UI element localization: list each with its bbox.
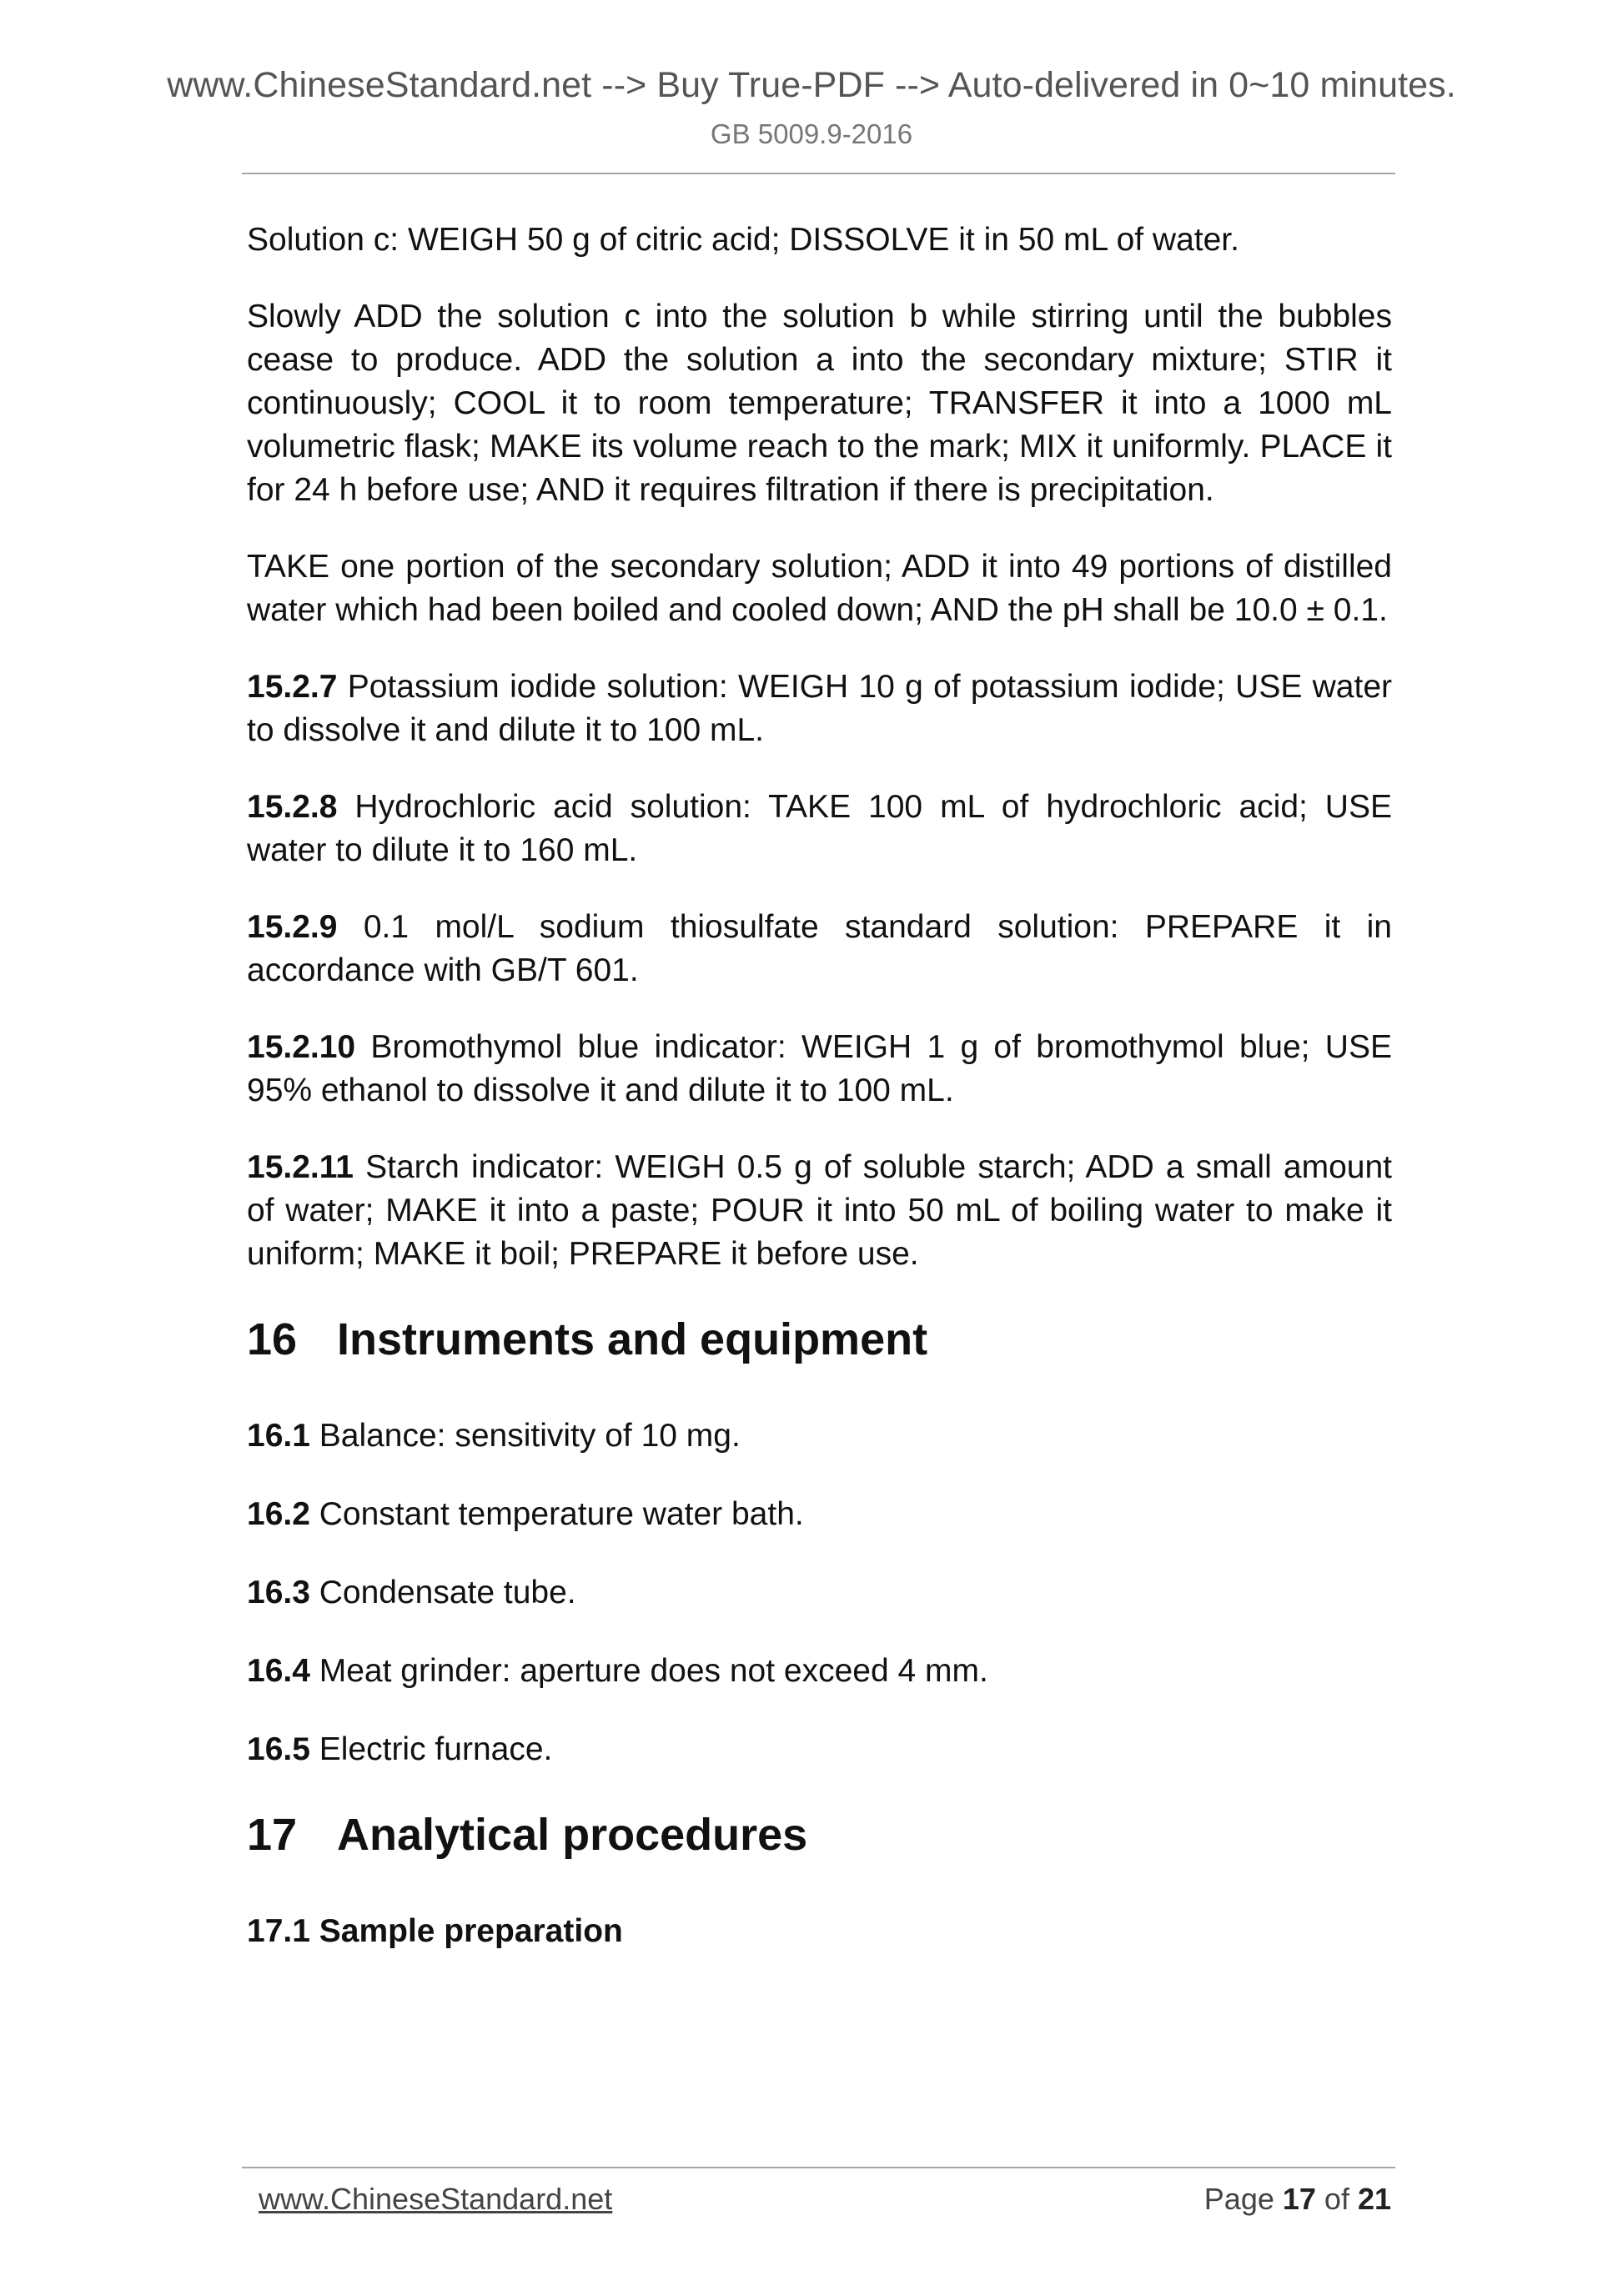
clause-number: 15.2.8 <box>247 789 338 825</box>
clause-number: 16.3 <box>247 1575 310 1610</box>
section-heading-17 <box>247 1808 1392 1861</box>
clause-number: 16.4 <box>247 1653 310 1689</box>
clause-16-1 <box>247 1414 1392 1458</box>
clause-text: Meat grinder: aperture does not exceed 4 mm. <box>309 1653 988 1689</box>
paragraph-text: Potassium iodide solution: WEIGH 10 g of potassium iodide; USE water to dissolve it and dilute it to 100 mL. <box>247 669 1392 748</box>
clause-number: 15.2.7 <box>247 669 338 705</box>
page-current: 17 <box>1282 2182 1316 2216</box>
clause-text: Electric furnace. <box>309 1731 553 1767</box>
clause-15-2-10 <box>247 1026 1392 1113</box>
document-id: GB 5009.9-2016 <box>710 118 913 149</box>
banner-text: www.ChineseStandard.net --> Buy True-PDF --> Auto-delivered in 0~10 minutes. <box>167 65 1456 105</box>
paragraph <box>247 545 1392 632</box>
page-total: 21 <box>1357 2182 1391 2216</box>
clause-15-2-7 <box>247 666 1392 752</box>
page-prefix: Page <box>1203 2182 1283 2216</box>
clause-number: 16.2 <box>247 1496 310 1532</box>
header-divider <box>242 173 1395 174</box>
clause-15-2-8 <box>247 786 1392 872</box>
page-of: of <box>1315 2182 1358 2216</box>
paragraph-text: Solution c: WEIGH 50 g of citric acid; DISSOLVE it in 50 mL of water. <box>247 222 1239 258</box>
paragraph <box>247 219 1392 262</box>
clause-16-4 <box>247 1650 1392 1693</box>
clause-number: 15.2.11 <box>247 1149 354 1185</box>
section-number: 16 <box>247 1314 298 1364</box>
clause-15-2-11 <box>247 1146 1392 1276</box>
section-title: Instruments and equipment <box>337 1314 928 1364</box>
paragraph-text: Hydrochloric acid solution: TAKE 100 mL of hydrochloric acid; USE water to dilute it to 160 mL. <box>247 789 1392 868</box>
document-body <box>247 219 1392 1953</box>
paragraph-text: Bromothymol blue indicator: WEIGH 1 g of bromothymol blue; USE 95% ethanol to dissolve it and dilute it to 100 mL. <box>247 1029 1392 1108</box>
page-indicator <box>1204 2182 1391 2217</box>
paragraph-text: 0.1 mol/L sodium thiosulfate standard solution: PREPARE it in accordance with GB/T 601. <box>247 909 1392 988</box>
section-number: 17 <box>247 1810 298 1860</box>
footer-divider <box>242 2167 1395 2168</box>
clause-16-2 <box>247 1493 1392 1536</box>
section-heading-16 <box>247 1313 1392 1366</box>
clause-text: Balance: sensitivity of 10 mg. <box>309 1418 741 1454</box>
paragraph-text: Starch indicator: WEIGH 0.5 g of soluble starch; ADD a small amount of water; MAKE it into a paste; POUR it into 50 mL of boiling water to make it uniform; MAKE it boil; PREPARE it before use. <box>247 1149 1392 1272</box>
clause-number: 15.2.10 <box>247 1029 356 1065</box>
clause-number: 16.5 <box>247 1731 310 1767</box>
subsection-heading: 17.1 Sample preparation <box>247 1913 623 1949</box>
paragraph <box>247 295 1392 512</box>
clause-text: Condensate tube. <box>309 1575 576 1610</box>
paragraph-text: Slowly ADD the solution c into the solution b while stirring until the bubbles cease to produce. ADD the solution a into the secondary mixture; STIR it continuously; COOL it to room temperature; TRANSFER it into a 1000 mL volumetric flask; MAKE its volume reach to the mark; MIX it uniformly. PLACE it for 24 h before use; AND it requires filtration if there is precipitation. <box>247 299 1392 508</box>
footer-site-link[interactable]: www.ChineseStandard.net <box>259 2182 613 2216</box>
paragraph-text: TAKE one portion of the secondary solution; ADD it into 49 portions of distilled water which had been boiled and cooled down; AND the pH shall be 10.0 ± 0.1. <box>247 549 1392 628</box>
clause-16-3 <box>247 1571 1392 1615</box>
clause-number: 16.1 <box>247 1418 310 1454</box>
clause-text: Constant temperature water bath. <box>309 1496 804 1532</box>
clause-15-2-9 <box>247 906 1392 992</box>
clause-number: 15.2.9 <box>247 909 338 945</box>
section-title: Analytical procedures <box>337 1810 808 1860</box>
clause-16-5 <box>247 1728 1392 1771</box>
